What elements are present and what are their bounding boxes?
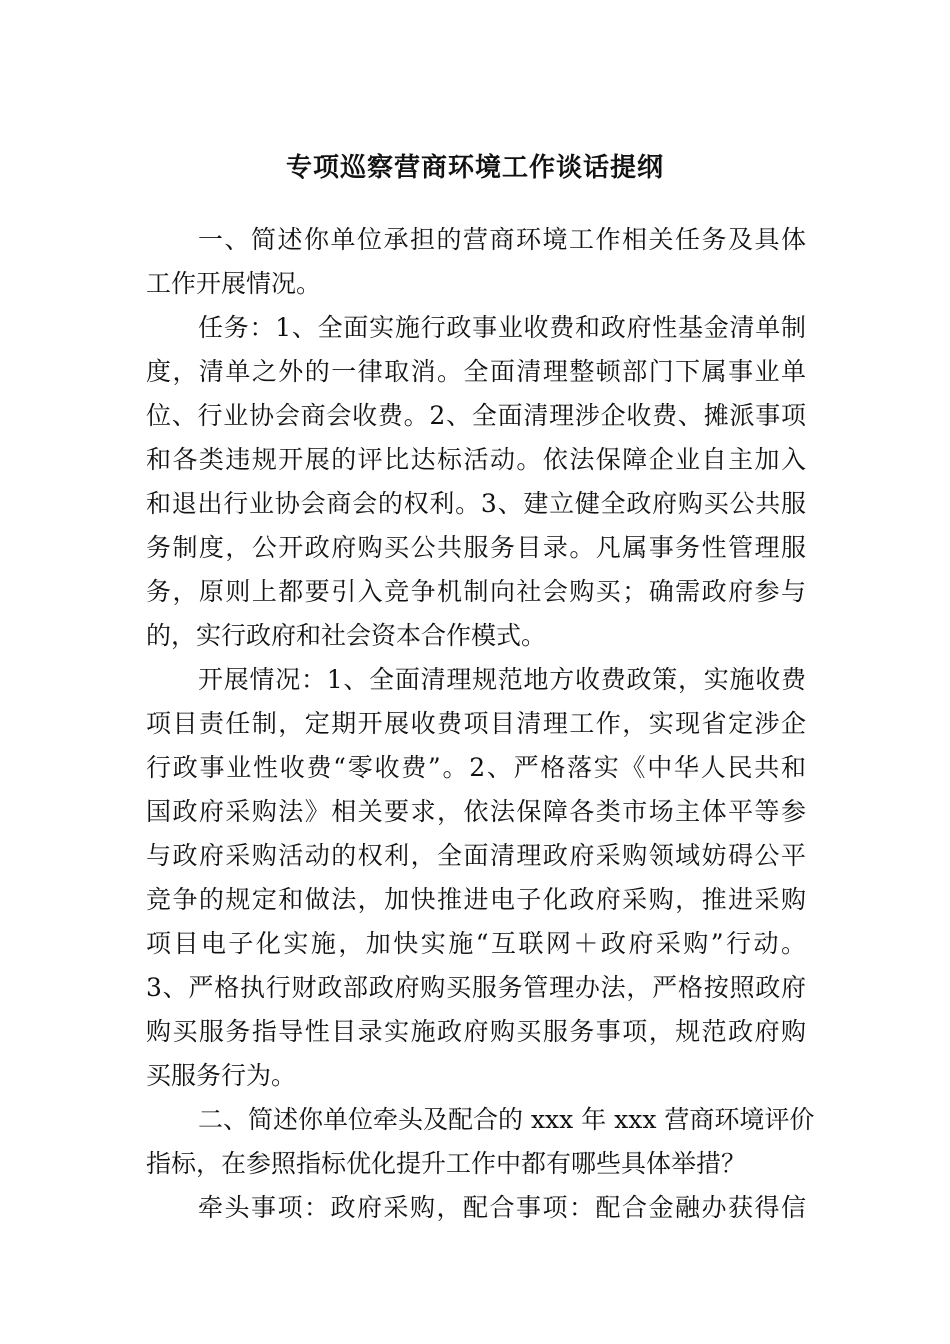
text-line: 度，清单之外的一律取消。全面清理整顿部门下属事业单: [146, 357, 806, 386]
document-title: 专项巡察营商环境工作谈话提纲: [285, 153, 664, 183]
text-line: 牵头事项：政府采购，配合事项：配合金融办获得信: [198, 1193, 806, 1222]
text-line: 务制度，公开政府购买公共服务目录。凡属事务性管理服: [146, 533, 806, 562]
text-line: 竞争的规定和做法，加快推进电子化政府采购，推进采购: [146, 885, 806, 914]
text-line: 工作开展情况。: [146, 269, 322, 298]
text-line: 的，实行政府和社会资本合作模式。: [146, 621, 547, 650]
text-line: 与政府采购活动的权利，全面清理政府采购领域妨碍公平: [146, 841, 806, 870]
text-line: 项目电子化实施，加快实施“互联网＋政府采购”行动。: [146, 929, 806, 958]
text-line: 购买服务指导性目录实施政府购买服务事项，规范政府购: [146, 1017, 806, 1046]
text-line: 务，原则上都要引入竞争机制向社会购买；确需政府参与: [146, 577, 806, 606]
text-line: 国政府采购法》相关要求，依法保障各类市场主体平等参: [146, 797, 806, 826]
text-line: 开展情况：1、全面清理规范地方收费政策，实施收费: [198, 665, 806, 694]
text-line: 和退出行业协会商会的权利。3、建立健全政府购买公共服: [146, 489, 806, 518]
text-line: 行政事业性收费“零收费”。2、严格落实《中华人民共和: [146, 753, 806, 782]
text-line: 任务：1、全面实施行政事业收费和政府性基金清单制: [198, 313, 806, 342]
text-line: 一、简述你单位承担的营商环境工作相关任务及具体: [198, 225, 806, 254]
text-line: 位、行业协会商会收费。2、全面清理涉企收费、摊派事项: [146, 401, 806, 430]
text-line: 项目责任制，定期开展收费项目清理工作，实现省定涉企: [146, 709, 806, 738]
text-line: 买服务行为。: [146, 1061, 297, 1090]
text-line: 指标，在参照指标优化提升工作中都有哪些具体举措？: [146, 1149, 747, 1178]
text-line: 二、简述你单位牵头及配合的 xxx 年 xxx 营商环境评价: [198, 1105, 815, 1134]
text-line: 和各类违规开展的评比达标活动。依法保障企业自主加入: [146, 445, 806, 474]
document-body: [146, 218, 815, 1230]
text-line: 3、严格执行财政部政府购买服务管理办法，严格按照政府: [146, 973, 806, 1002]
